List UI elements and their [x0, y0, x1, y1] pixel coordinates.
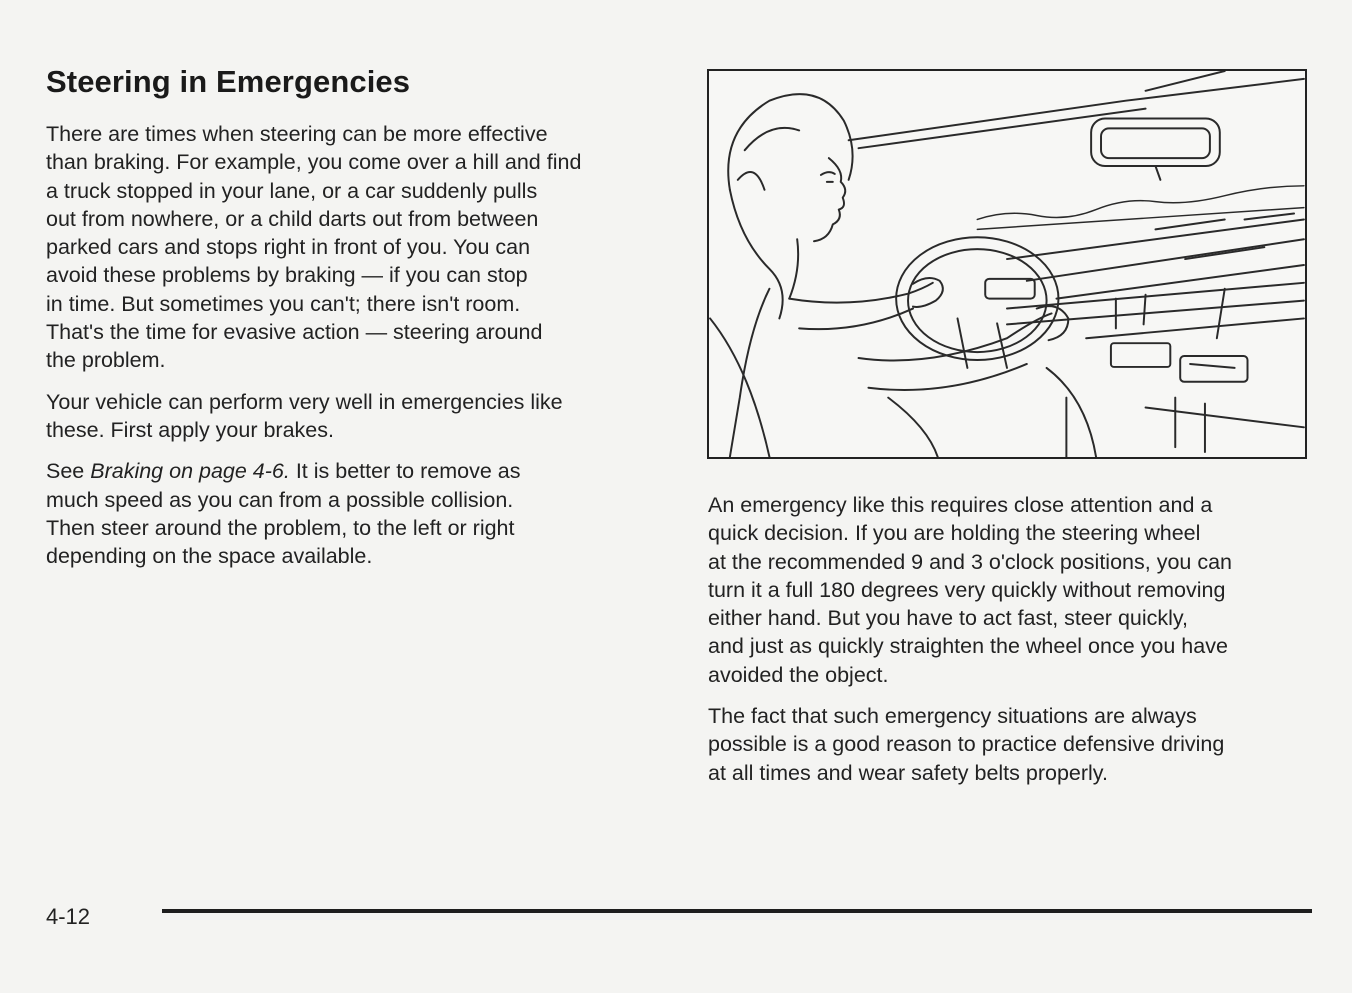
paragraph-decision: An emergency like this requires close attention and a quick decision. If you are holding the steering wheel at the recommended 9 and 3 o'clock positions, you can turn it a full 180 degrees very quickly without removing either hand. But you have to act fast, steer quickly, and just as quickly straighten the wheel once you have avoided the object.: [708, 493, 1232, 687]
paragraph-braking-reference: [46, 457, 666, 570]
paragraph-vehicle: Your vehicle can perform very well in emergencies like these. First apply your brakes.: [46, 389, 563, 442]
page-title: Steering in Emergencies: [46, 64, 411, 99]
footer-divider: [162, 909, 1312, 913]
paragraph-intro: There are times when steering can be more effective than braking. For example, you come over a hill and find a truck stopped in your lane, or a car suddenly pulls out from nowhere, or a child darts out from between parked cars and stops right in front of you. You can avoid these problems by braking — if you can stop in time. But sometimes you can't; there isn't room. That's the time for evasive action — steering around the problem.: [46, 122, 582, 373]
driver-steering-illustration-icon: [709, 71, 1305, 457]
page-number: 4-12: [46, 904, 91, 929]
right-column: [708, 491, 1308, 800]
driver-illustration: [707, 69, 1307, 459]
paragraph-defensive-driving: The fact that such emergency situations are always possible is a good reason to practice defensive driving at all times and wear safety belts properly.: [708, 704, 1225, 785]
braking-cross-reference-link[interactable]: Braking on page 4-6.: [90, 459, 290, 484]
braking-ref-suffix: It is better to remove as much speed as you can from a possible collision. Then steer around the problem, to the left or right depending on the space available.: [46, 459, 521, 569]
braking-ref-prefix: See: [46, 459, 91, 484]
left-column: [46, 120, 666, 583]
